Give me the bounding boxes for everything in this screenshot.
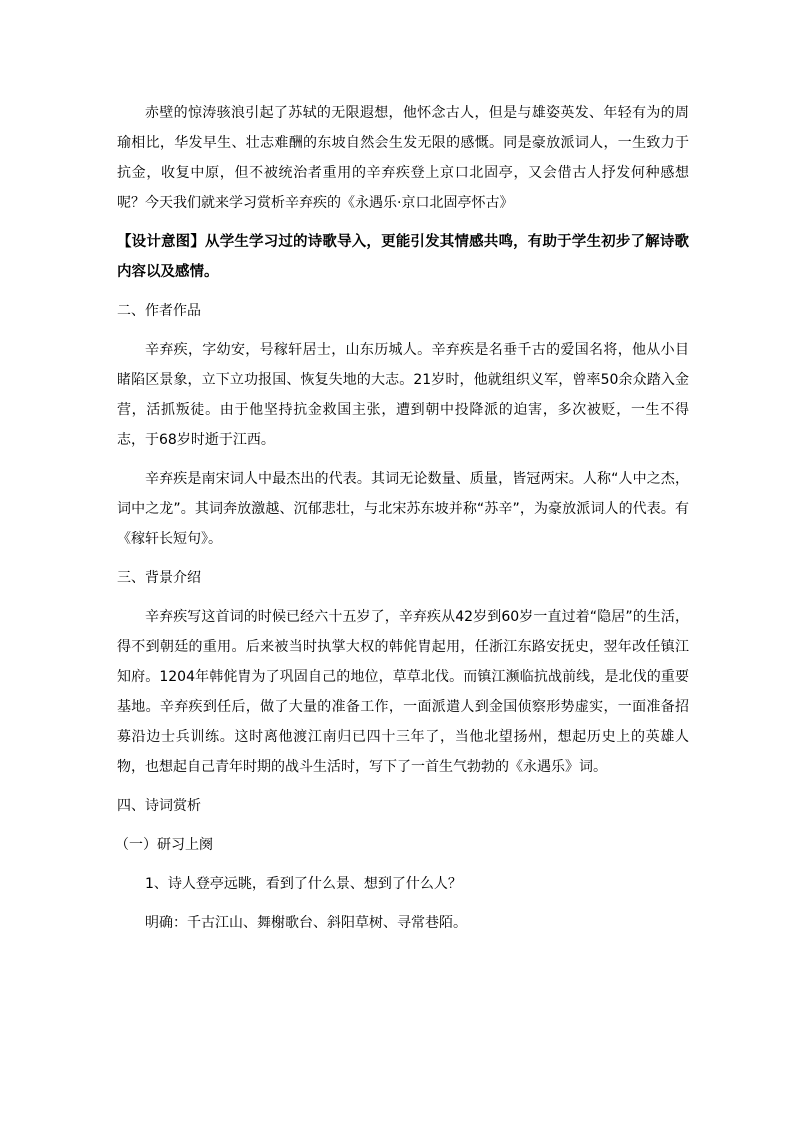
section-heading-appreciation: 四、诗词赏析 [117, 798, 201, 814]
document-body [117, 98, 689, 938]
author-paragraph-2: 辛弃疾是南宋词人中最杰出的代表。其词无论数量、质量，皆冠两宋。人称“人中之杰，词中之龙”。其词奔放激越、沉郁悲壮，与北宋苏东坡并称“苏辛”，为豪放派词人的代表。有《稼轩长短句》。 [117, 471, 689, 547]
answer-1: 明确：千古江山、舞榭歌台、斜阳草树、寻常巷陌。 [145, 915, 467, 931]
section-heading-background: 三、背景介绍 [117, 570, 201, 586]
intro-paragraph: 赤壁的惊涛骇浪引起了苏轼的无限遐想，他怀念古人，但是与雄姿英发、年轻有为的周瑜相比，华发早生、壮志难酬的东坡自然会生发无限的感慨。同是豪放派词人，一生致力于抗金，收复中原，但不被统治者重用的辛弃疾登上京口北固亭，又会借古人抒发何种感想呢？今天我们就来学习赏析辛弃疾的《永遇乐·京口北固亭怀古》 [117, 105, 689, 211]
background-paragraph: 辛弃疾写这首词的时候已经六十五岁了，辛弃疾从42岁到60岁一直过着“隐居”的生活，得不到朝廷的重用。后来被当时执掌大权的韩侂胄起用，任浙江东路安抚史，翌年改任镇江知府。1204年韩侂胄为了巩固自己的地位，草草北伐。而镇江濒临抗战前线，是北伐的重要基地。辛弃疾到任后，做了大量的准备工作，一面派遣人到金国侦察形势虚实，一面准备招募沿边士兵训练。这时离他渡江南归已四十三年了，当他北望扬州，想起历史上的英雄人物，也想起自己青年时期的战斗生活时，写下了一首生气勃勃的《永遇乐》词。 [117, 609, 689, 775]
section-heading-author: 二、作者作品 [117, 303, 201, 319]
question-1: 1、诗人登亭远眺，看到了什么景、想到了什么人？ [145, 876, 462, 892]
author-paragraph-1: 辛弃疾，字幼安，号稼轩居士，山东历城人。辛弃疾是名垂千古的爱国名将，他从小目睹陷区景象，立下立功报国、恢复失地的大志。21岁时，他就组织义军，曾率50余众踏入金营，活抓叛徒。由于他坚持抗金救国主张，遭到朝中投降派的迫害，多次被贬，一生不得志，于68岁时逝于江西。 [117, 342, 689, 448]
design-intent-paragraph: 【设计意图】从学生学习过的诗歌导入，更能引发其情感共鸣，有助于学生初步了解诗歌内容以及感情。 [117, 234, 689, 280]
subsection-heading-upper-stanza: （一）研习上阕 [115, 837, 213, 853]
